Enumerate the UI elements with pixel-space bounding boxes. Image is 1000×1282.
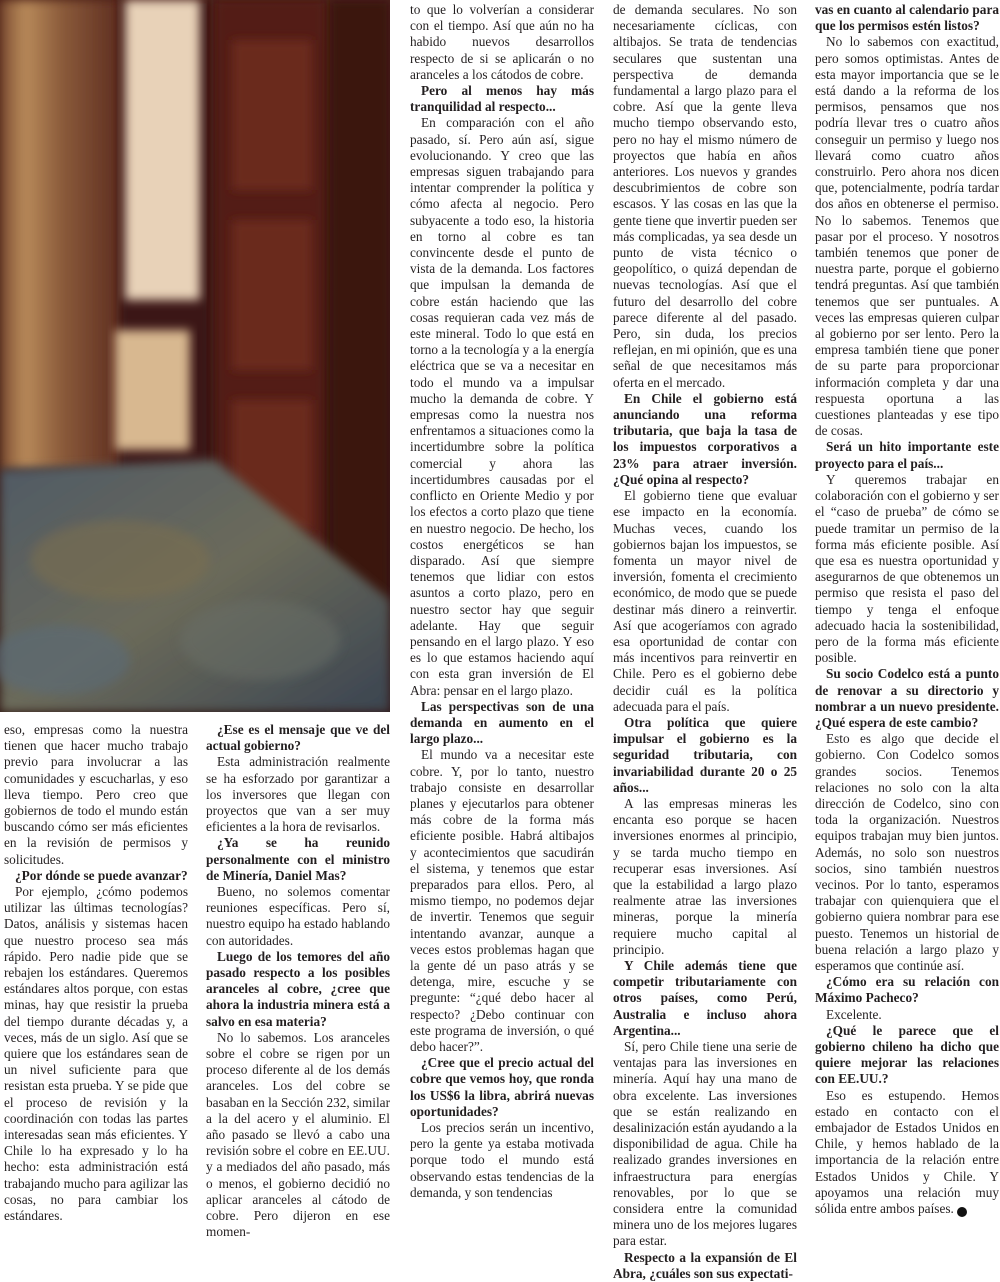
paragraph-text: En Chile el gobierno está anunciando una reforma tributaria, que baja la tasa de los impuestos corporativos a 23% para atraer inversión. ¿Qué opina al respecto?	[613, 390, 797, 487]
interview-question	[815, 666, 999, 731]
paragraph-text: Por ejemplo, ¿cómo podemos utilizar las últimas tecnologías? Datos, análisis y sistemas hacen que nuestro proceso sea más rápido. Pero nadie pide que se rebajen los estándares. Queremos estándares altos porque, con estas minas, hay que resistir la prueba del tiempo durante décadas y, a veces, más de un siglo. Así que se quiere que los estándares sean de un nivel suficiente para que resistan esta prueba. Y se pide que el proceso de revisión y la coordinación con todas las partes interesadas sean más eficientes. Y Chile lo ha expresado y lo ha hecho: esta administración está trabajando mucho para agilizar las cosas, no para cambiar los estándares.	[4, 884, 188, 1224]
interview-answer	[613, 488, 797, 715]
interview-question	[613, 715, 797, 796]
paragraph-text: de demanda seculares. No son necesariamente cíclicas, con altibajos. Se trata de tendencias seculares que sustentan una perspectiva de demanda fundamental a largo plazo para el cobre. Así que la gente lleva mucho tiempo observando esto, pero no hay el mismo número de proyectos que había en años anteriores. Los nuevos y grandes descubrimientos de cobre son escasos. Y las cosas en las que la gente tiene que invertir pueden ser más complicadas, ya sea desde un punto de vista técnico o geopolítico, o quizá dependan de nuevas tecnologías. Así que el futuro del desarrollo del cobre parece diferente al del pasado. Pero, sin duda, los precios reflejan, en mi opinión, que es una señal de que necesitamos más oferta en el mercado.	[613, 2, 797, 390]
interview-question	[613, 1250, 797, 1282]
paragraph-text: Las perspectivas son de una demanda en aumento en el largo plazo...	[410, 698, 594, 747]
interview-answer	[815, 1088, 999, 1218]
article-column-1	[4, 722, 188, 1252]
interview-answer	[410, 2, 594, 83]
paragraph-text: Respecto a la expansión de El Abra, ¿cuáles son sus expectati-	[613, 1249, 797, 1281]
interview-question	[410, 699, 594, 748]
paragraph-text: Esto es algo que decide el gobierno. Con Codelco somos grandes socios. Tenemos relaciones no solo con la alta dirección de Codelco, sino con toda la organización. Nuestros equipos trabajan muy bien juntos. Además, no solo son nuestros socios, sino también nuestros vecinos. Por lo tanto, esperamos trabajar con quienquiera que el gobierno quiera nombrar para ese puesto. Tenemos un historial de buena relación a largo plazo y esperamos que continúe así.	[815, 731, 999, 973]
interview-answer	[410, 747, 594, 1055]
article-column-5	[815, 2, 999, 1252]
interview-question	[206, 722, 390, 754]
paragraph-text: ¿Ya se ha reunido personalmente con el ministro de Minería, Daniel Mas?	[206, 835, 390, 883]
interview-answer	[206, 1030, 390, 1241]
interview-answer	[815, 472, 999, 666]
paragraph-text: En comparación con el año pasado, sí. Pero aún así, sigue evolucionando. Y creo que las empresas siguen trabajando para intentar comprender la política y cómo afecta al negocio. Pero subyacente a todo eso, la historia en torno al cobre es tan convincente desde el punto de vista de la demanda. Los factores que impulsan la demanda de cobre están haciendo que las cosas requieran cada vez más de este mineral. Todo lo que está en torno a la tecnología y a la energía eléctrica que se va a necesitar en todo el mundo va a impulsar mucho la demanda de cobre. Y empresas como la nuestra nos enfrentamos a situaciones como la incertidumbre sobre la política comercial y ahora las incertidumbres causadas por el conflicto en Oriente Medio y por los efectos a corto plazo que tiene en nuestro negocio. De hecho, los costos energéticos se han disparado. Así que siempre tenemos que lidiar con estos asuntos a corto plazo, pero en nuestro sector hay que seguir adelante. Hay que seguir pensando en el largo plazo. Y eso es lo que estamos haciendo aquí con esta gran inversión de El Abra: pensar en el largo plazo.	[410, 115, 594, 698]
paragraph-text: ¿Cómo era su relación con Máximo Pacheco?	[815, 974, 999, 1006]
interview-answer	[410, 115, 594, 698]
paragraph-text: eso, empresas como la nuestra tienen que hacer mucho trabajo previo para involucrar a las comunidades y escucharlas, y eso lleva tiempo. Pero creo que gobiernos de todo el mundo están buscando cómo ser más eficientes en la revisión de permisos y solicitudes.	[4, 722, 188, 867]
paragraph-text: No lo sabemos con exactitud, pero somos optimistas. Antes de esta mayor importancia que se le está dando a la reforma de los permisos, pensamos que nos podría llevar tres o cuatro años conseguir un permiso y luego nos llevará como cuatro años construirlo. Pero ahora nos dicen que, potencialmente, podría tardar dos años en obtenerse el permiso. No lo sabemos. Tenemos que pasar por el proceso. Y nosotros también tenemos que poner de nuestra parte, porque el gobierno tendrá preguntas. Así que también tenemos que ser puntuales. A veces las empresas quieren culpar al gobierno por ser lento. Pero la empresa también tiene que poner de su parte para proporcionar información completa y dar una respuesta oportuna a las cuestiones planteadas y ese tipo de cosas.	[815, 34, 999, 439]
paragraph-text: Su socio Codelco está a punto de renovar a su directorio y nombrar a un nuevo presidente. ¿Qué espera de este cambio?	[815, 666, 999, 730]
interview-question	[815, 1023, 999, 1088]
paragraph-text: Eso es estupendo. Hemos estado en contacto con el embajador de Estados Unidos en Chile, y hemos hablado de la importancia de la relación entre Estados Unidos y Chile. Y apoyamos una relación muy sólida entre ambos países.	[815, 1087, 999, 1217]
interview-answer	[613, 2, 797, 391]
paragraph-text: ¿Ese es el mensaje que ve del actual gobierno?	[206, 722, 390, 754]
interview-question	[613, 391, 797, 488]
interview-question	[206, 835, 390, 884]
paragraph-text: Esta administración realmente se ha esforzado por garantizar a los inversores que llegan con proyectos que van a ser muy eficientes a la hora de revisarlos.	[206, 754, 390, 835]
interview-question	[815, 439, 999, 471]
paragraph-text: Excelente.	[826, 1006, 882, 1022]
paragraph-text: ¿Por dónde se puede avanzar?	[15, 867, 188, 883]
paragraph-text: Sí, pero Chile tiene una serie de ventajas para las inversiones en minería. Aquí hay una mano de obra excelente. Las inversiones que se están realizando en desalinización están ayudando a la disponibilidad de agua. Chile ha realizado grandes inversiones en infraestructura para energías renovables, por lo que se considera entre la comunidad minera uno de los mejores lugares para estar.	[613, 1039, 797, 1249]
paragraph-text: Pero al menos hay más tranquilidad al respecto...	[410, 83, 594, 115]
interview-question	[410, 83, 594, 115]
interview-question	[410, 1055, 594, 1120]
paragraph-text: ¿Cree que el precio actual del cobre que vemos hoy, que ronda los US$6 la libra, abrirá nuevas oportunidades?	[410, 1055, 594, 1119]
paragraph-text: vas en cuanto al calendario para que los permisos estén listos?	[815, 2, 999, 34]
interview-answer	[613, 796, 797, 958]
paragraph-text: ¿Qué le parece que el gobierno chileno ha dicho que quiere mejorar las relaciones con EE.UU.?	[815, 1022, 999, 1087]
interview-answer	[4, 884, 188, 1224]
article-column-2	[206, 722, 390, 1252]
interview-answer	[815, 34, 999, 439]
interview-question	[815, 2, 999, 34]
interview-question	[613, 958, 797, 1039]
interview-answer	[815, 1007, 999, 1023]
article-column-4	[613, 2, 797, 1281]
interview-answer	[815, 731, 999, 974]
interview-answer	[613, 1039, 797, 1250]
interview-question	[4, 868, 188, 884]
paragraph-text: Y queremos trabajar en colaboración con el gobierno y ser el “caso de prueba” de cómo se puede tramitar un permiso de la forma más eficiente posible. Así que esa es nuestra oportunidad y asegurarnos de que obtenemos un permiso que resista el paso del tiempo y tenga el enfoque adecuado hacia la sostenibilidad, pero de la forma más eficiente posible.	[815, 471, 999, 666]
interview-answer	[206, 754, 390, 835]
interview-answer	[4, 722, 188, 868]
end-of-article-icon: P	[957, 1207, 967, 1217]
paragraph-text: Luego de los temores del año pasado respecto a los posibles aranceles al cobre, ¿cree que ahora la industria minera está a salvo en esa materia?	[206, 948, 390, 1029]
photo-illustration	[0, 0, 390, 712]
paragraph-text: Bueno, no solemos comentar reuniones específicas. Pero sí, nuestro equipo ha estado hablando con autoridades.	[206, 884, 390, 948]
paragraph-text: El mundo va a necesitar este cobre. Y, por lo tanto, nuestro trabajo consiste en desarrollar planes y ejecutarlos para obtener más cobre de la forma más eficiente posible. Habrá altibajos y acontecimientos que sacudirán el sistema, y tenemos que estar preparados para ellos. Pero, al mismo tiempo, no podemos dejar de invertir. Tenemos que seguir intentando avanzar, aunque a veces estos problemas hagan que la gente dé un paso atrás y se detenga, mire, escuche y se pregunte: “¿qué debo hacer al respecto? ¿Debo continuar con este programa de inversión, o qué debo hacer?”.	[410, 747, 594, 1054]
paragraph-text: A las empresas mineras les encanta eso porque se hacen inversiones enormes al principio, y se tarda mucho tiempo en recuperar esas inversiones. Así que la estabilidad a largo plazo realmente atrae las inversiones mineras, porque la minería requiere mucho capital al principio.	[613, 795, 797, 957]
interview-answer	[410, 1120, 594, 1201]
paragraph-text: Los precios serán un incentivo, pero la gente ya estaba motivada porque todo el mundo está observando estas tendencias de la demanda, y son tendencias	[410, 1120, 594, 1200]
paragraph-text: Será un hito importante este proyecto para el país...	[815, 439, 999, 471]
article-column-3	[410, 2, 594, 1252]
paragraph-text: to que lo volverían a considerar con el tiempo. Así que aún no ha habido nuevos desarrollos respecto de si se aplicarán o no aranceles a los cátodos de cobre.	[410, 2, 594, 82]
paragraph-text: Otra política que quiere impulsar el gobierno es la seguridad tributaria, con invariabilidad durante 20 o 25 años...	[613, 714, 797, 795]
paragraph-text: Y Chile además tiene que competir tributariamente con otros países, como Perú, Australia e incluso ahora Argentina...	[613, 957, 797, 1038]
paragraph-text: No lo sabemos. Los aranceles sobre el cobre se rigen por un proceso diferente al de los demás aranceles. Los del cobre se basaban en la Sección 232, similar a la del acero y el aluminio. El año pasado se llevó a cabo una revisión sobre el cobre en EE.UU. y a mediados del año pasado, más o menos, el gobierno decidió no aplicar aranceles al cátodo de cobre. Pero dijeron en ese momen-	[206, 1029, 390, 1240]
interview-question	[815, 974, 999, 1006]
interview-answer	[206, 884, 390, 949]
article-photo-hallway	[0, 0, 390, 712]
paragraph-text: El gobierno tiene que evaluar ese impacto en la economía. Muchas veces, cuando los gobiernos bajan los impuestos, se fomenta un mayor nivel de inversión, fomenta el crecimiento económico, de modo que se puede destinar más dinero a reinvertir. Así que acogeríamos con agrado esa oportunidad de contar con más incentivos para reinvertir en Chile. Pero es el gobierno debe decidir cuál es la política adecuada para el país.	[613, 488, 797, 714]
interview-question	[206, 949, 390, 1030]
